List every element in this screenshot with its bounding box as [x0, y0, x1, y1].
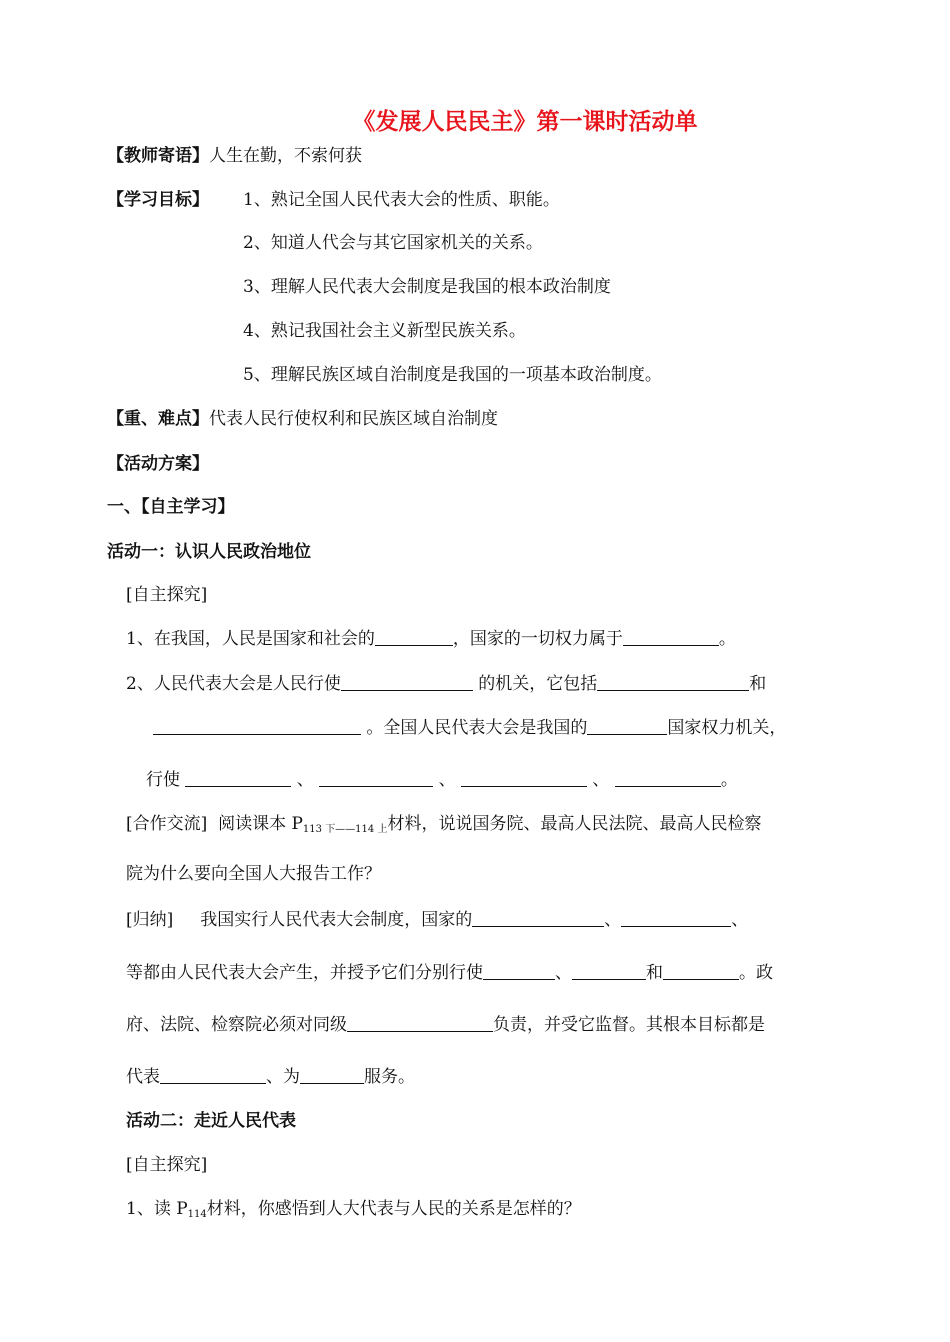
page-ref: 114 [187, 1209, 207, 1220]
objective-item: 4、熟记我国社会主义新型民族关系。 [243, 321, 526, 341]
page-ref: 113 下——114 上 [302, 824, 388, 835]
answer-blank[interactable] [160, 1065, 266, 1084]
question-1: 1、在我国，人民是国家和社会的 ，国家的一切权力属于 。 [126, 629, 736, 649]
section-heading: 一、【自主学习】 [107, 497, 235, 517]
activity2-title: 活动二：走近人民代表 [126, 1111, 296, 1131]
summary-row: [归纳] 我国实行人民代表大会制度，国家的 、 、 [126, 910, 749, 930]
teacher-words-text: 人生在勤，不索何获 [209, 146, 362, 166]
objectives-row [107, 188, 209, 212]
coop-row: [合作交流] 阅读课本 $P_{113 下——114 上}$材料，说说国务院、最高人民法院、最高人民检察 [126, 814, 762, 835]
key-points-row [107, 407, 498, 431]
objective-item: 5、理解民族区域自治制度是我国的一项基本政治制度。 [243, 365, 662, 385]
answer-blank[interactable] [615, 768, 721, 787]
question-2: 2、人民代表大会是人民行使 的机关，它包括 和 [126, 674, 767, 694]
coop-tag: [合作交流] [126, 814, 208, 834]
answer-blank[interactable] [319, 768, 433, 787]
page-title: 《发展人民民主》第一课时活动单 [352, 109, 698, 135]
answer-blank[interactable] [461, 768, 587, 787]
answer-blank[interactable] [341, 672, 473, 691]
answer-blank[interactable] [587, 716, 667, 735]
answer-blank[interactable] [375, 627, 453, 646]
answer-blank[interactable] [483, 961, 555, 980]
question-2-functions: 行使 、 、 、 。 [146, 770, 738, 790]
key-points-text: 代表人民行使权利和民族区域自治制度 [209, 409, 498, 429]
summary-row-2: 等都由人民代表大会产生，并授予它们分别行使 、 和 。政 [126, 963, 773, 983]
summary-tag: [归纳] [126, 910, 174, 930]
coop-row-cont: 院为什么要向全国人大报告工作？ [126, 864, 381, 884]
answer-blank[interactable] [663, 961, 739, 980]
summary-row-3: 府、法院、检察院必须对同级 负责，并受它监督。其根本目标都是 [126, 1015, 765, 1035]
key-points-label: 【重、难点】 [107, 409, 209, 429]
answer-blank[interactable] [472, 908, 604, 927]
answer-blank[interactable] [621, 908, 731, 927]
answer-blank[interactable] [347, 1013, 493, 1032]
answer-blank[interactable] [300, 1065, 364, 1084]
objective-item: 2、知道人代会与其它国家机关的关系。 [243, 233, 543, 253]
answer-blank[interactable] [153, 716, 361, 735]
answer-blank[interactable] [185, 768, 291, 787]
answer-blank[interactable] [572, 961, 646, 980]
teacher-words-label: 【教师寄语】 [107, 146, 209, 166]
objectives-label: 【学习目标】 [107, 190, 209, 210]
answer-blank[interactable] [597, 672, 749, 691]
objective-item: 3、理解人民代表大会制度是我国的根本政治制度 [243, 277, 611, 297]
answer-blank[interactable] [623, 627, 719, 646]
teacher-words-row [107, 144, 362, 168]
summary-row-4: 代表 、为 服务。 [126, 1067, 415, 1087]
question-2-cont: 。全国人民代表大会是我国的 国家权力机关， [153, 716, 786, 740]
activity1-title: 活动一：认识人民政治地位 [107, 542, 311, 562]
explore-tag: [自主探究] [126, 1155, 208, 1175]
plan-label: 【活动方案】 [107, 454, 209, 474]
explore-tag: [自主探究] [126, 585, 208, 605]
objective-item: 1、熟记全国人民代表大会的性质、职能。 [243, 190, 560, 210]
activity2-question-1: 1、读 $P_{114}$材料，你感悟到人大代表与人民的关系是怎样的？ [126, 1199, 581, 1220]
